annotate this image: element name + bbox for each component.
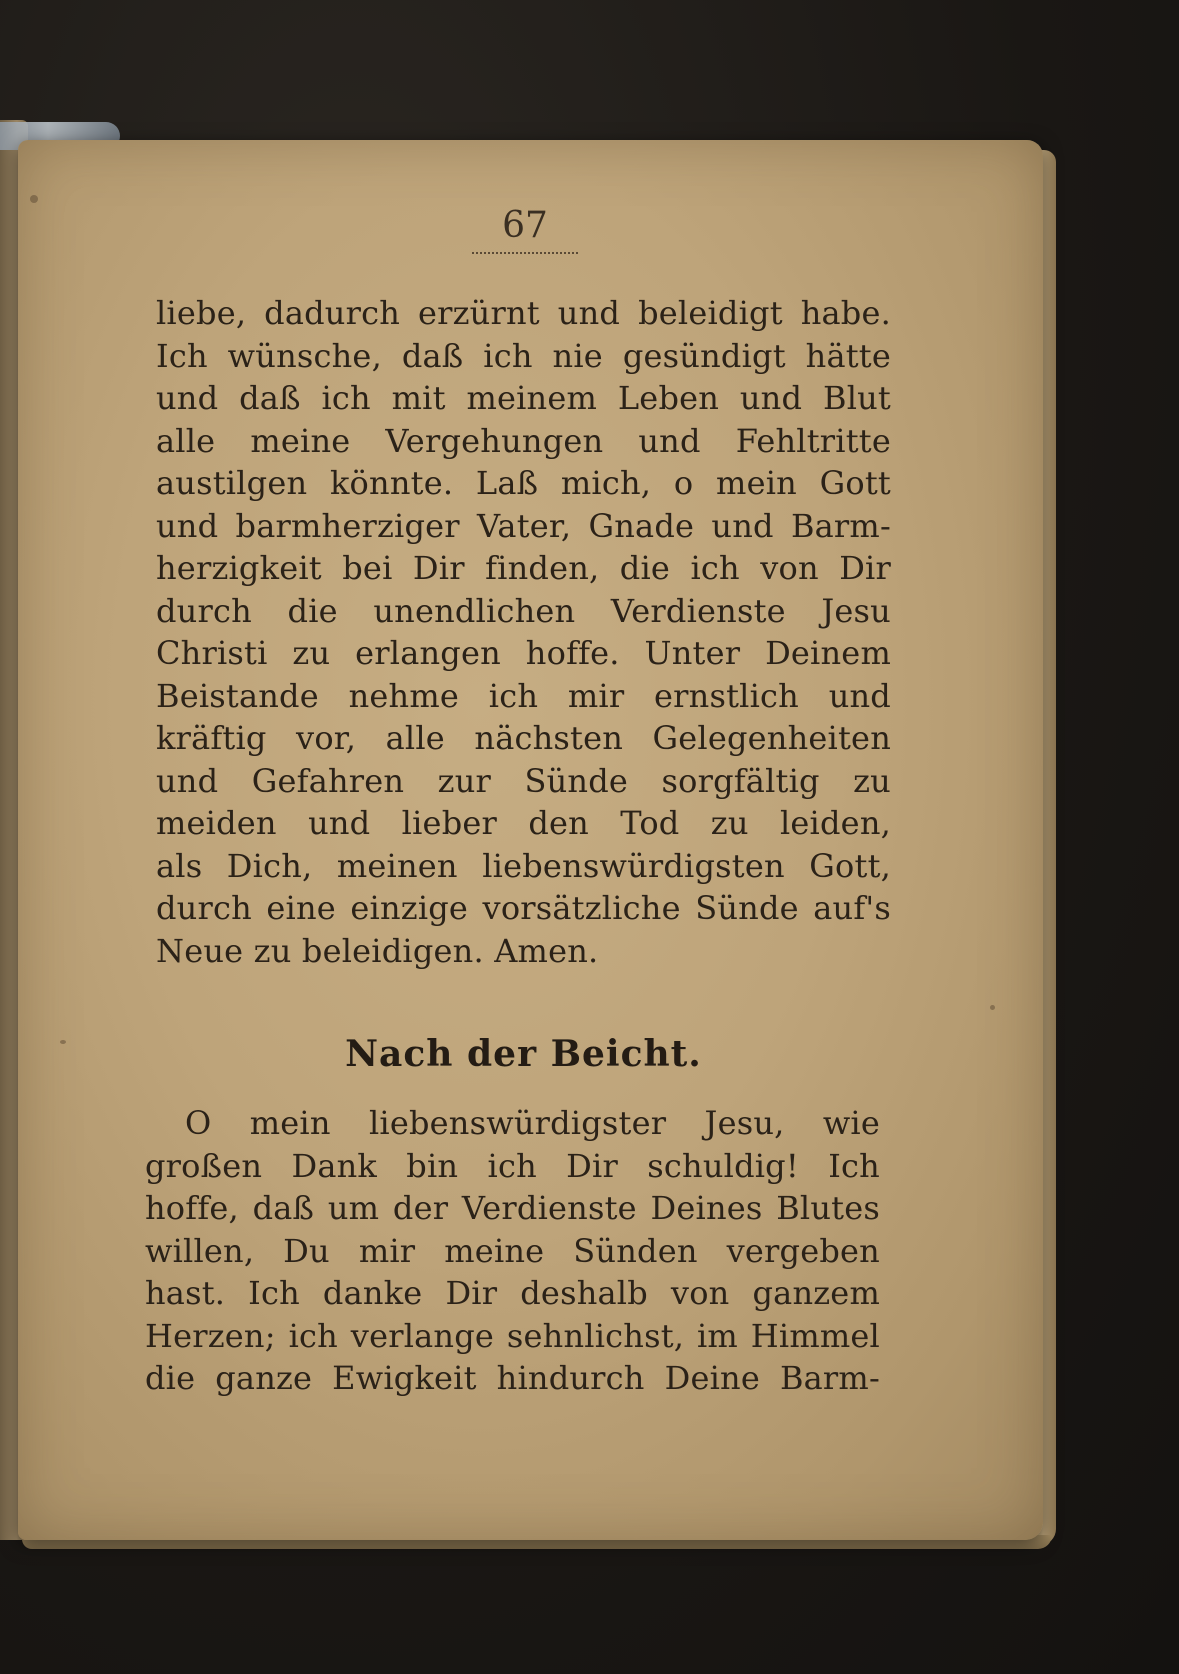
text-line: willen, Du mir meine Sünden vergeben bbox=[145, 1231, 880, 1270]
text-line: alle meine Vergehungen und Fehltritte bbox=[156, 421, 891, 460]
paragraph-1 bbox=[156, 292, 891, 972]
text-line: durch die unendlichen Verdienste Jesu bbox=[156, 591, 891, 630]
text-line: liebe, dadurch erzürnt und beleidigt habe. bbox=[156, 294, 891, 332]
text-line: O mein liebenswürdigster Jesu, wie bbox=[185, 1104, 880, 1142]
text-line: hoffe, daß um der Verdienste Deines Blutes bbox=[145, 1189, 880, 1227]
text-line: Christi zu erlangen hoffe. Unter Deinem bbox=[156, 634, 891, 672]
text-line: hast. Ich danke Dir deshalb von ganzem bbox=[145, 1274, 880, 1312]
text-line: durch eine einzige vorsätzliche Sünde auf's bbox=[156, 889, 891, 927]
text-line: und daß ich mit meinem Leben und Blut bbox=[156, 379, 891, 417]
section-heading: Nach der Beicht. bbox=[345, 1033, 702, 1075]
paper-speck bbox=[60, 1040, 66, 1044]
text-line: die ganze Ewigkeit hindurch Deine Barm- bbox=[145, 1359, 880, 1397]
text-line: austilgen könnte. Laß mich, o mein Gott bbox=[156, 464, 891, 502]
page-number-rule bbox=[472, 252, 578, 254]
paragraph-2 bbox=[145, 1102, 880, 1400]
text-line: Ich wünsche, daß ich nie gesündigt hätte bbox=[156, 336, 891, 375]
text-line: und barmherziger Vater, Gnade und Barm- bbox=[156, 506, 891, 545]
text-line: herzigkeit bei Dir finden, die ich von Dir bbox=[156, 549, 891, 587]
text-line: meiden und lieber den Tod zu leiden, bbox=[156, 804, 891, 842]
text-line: Beistande nehme ich mir ernstlich und bbox=[156, 676, 891, 715]
text-line: Neue zu beleidigen. Amen. bbox=[156, 931, 599, 970]
text-line: und Gefahren zur Sünde sorgfältig zu bbox=[156, 761, 891, 800]
paper-speck bbox=[30, 195, 38, 203]
text-line: großen Dank bin ich Dir schuldig! Ich bbox=[145, 1146, 880, 1185]
text-line: Herzen; ich verlange sehnlichst, im Himmel bbox=[145, 1316, 880, 1355]
text-line: kräftig vor, alle nächsten Gelegenheiten bbox=[156, 719, 891, 757]
text-line: als Dich, meinen liebenswürdigsten Gott, bbox=[156, 846, 891, 885]
paper-speck bbox=[990, 1005, 995, 1010]
page-number: 67 bbox=[502, 205, 548, 246]
